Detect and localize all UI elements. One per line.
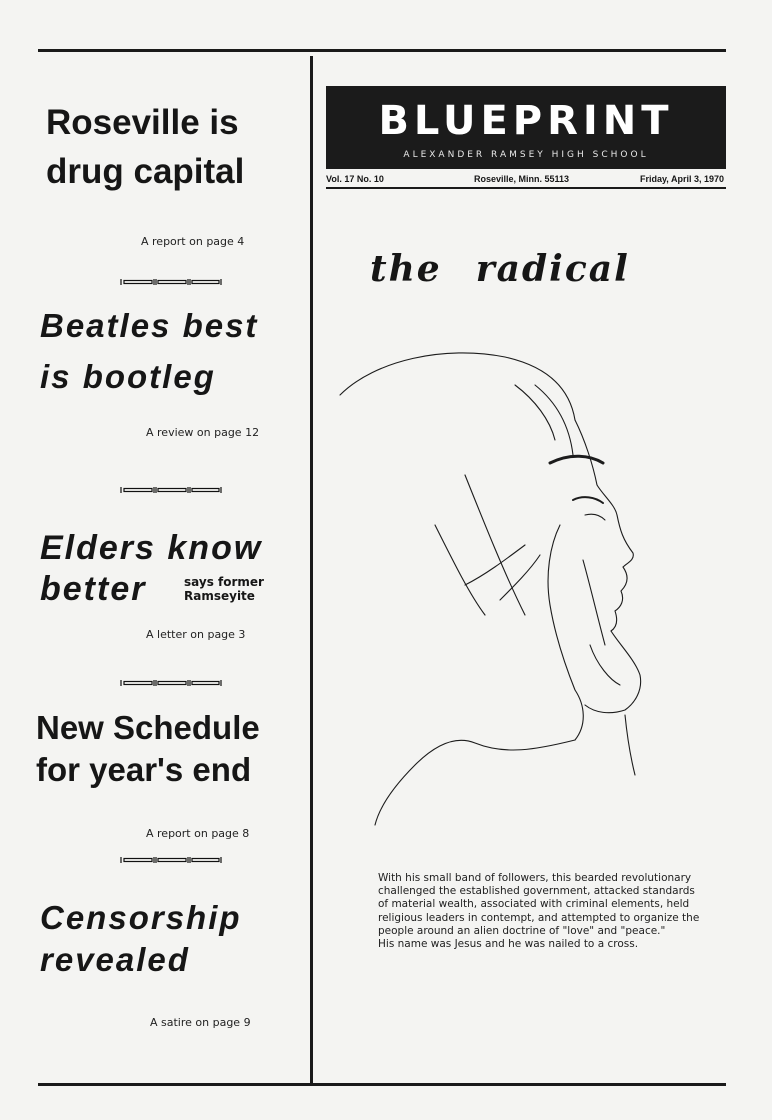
headline-4-ref: A report on page 8	[146, 827, 250, 840]
headline-4-line-2: for year's end	[36, 751, 252, 788]
headline-1-line-2: drug capital	[46, 152, 245, 191]
caption-line: people around an alien doctrine of "love" and "peace."	[378, 924, 666, 937]
ornament-divider-icon	[120, 279, 222, 285]
issue-date: Friday, April 3, 1970	[639, 174, 724, 184]
dateline	[326, 172, 726, 186]
feature-title	[370, 248, 630, 290]
feature-caption	[378, 872, 708, 951]
headline-5-line-1: Censorship	[40, 899, 242, 936]
masthead-subtitle: ALEXANDER RAMSEY HIGH SCHOOL	[403, 150, 649, 160]
caption-line: challenged the established government, attacked standards	[378, 885, 695, 898]
headline-5-line-2: revealed	[40, 941, 190, 978]
ornament-divider-icon	[120, 680, 222, 686]
volume-number: Vol. 17 No. 10	[326, 174, 384, 184]
masthead	[326, 86, 726, 169]
ornament-divider-icon	[120, 487, 222, 493]
headline-2-line-1: Beatles best	[40, 307, 259, 344]
caption-line: religious leaders in contempt, and attempted to organize the	[378, 911, 700, 924]
headline-3-line-1: Elders know	[40, 529, 263, 567]
bottom-rule	[38, 1083, 726, 1086]
feature-title-word-1: the	[370, 248, 442, 290]
headline-3-ref: A letter on page 3	[146, 628, 246, 641]
column-divider	[310, 56, 313, 1084]
headline-4-line-1: New Schedule	[36, 709, 260, 746]
headline-1-line-1: Roseville is	[46, 103, 239, 142]
headline-3-aside-1: says former	[184, 575, 264, 589]
headline-3-aside-2: Ramseyite	[184, 589, 255, 603]
masthead-title: BLUEPRINT	[378, 98, 674, 144]
bearded-man-sketch-icon	[335, 345, 665, 830]
headline-3-line-2: better	[40, 570, 147, 608]
headline-2-line-2: is bootleg	[40, 358, 216, 395]
headline-1-ref: A report on page 4	[141, 235, 245, 248]
headline-2-ref: A review on page 12	[146, 426, 260, 439]
caption-line: With his small band of followers, this bearded revolutionary	[378, 872, 692, 884]
caption-line: His name was Jesus and he was nailed to a cross.	[378, 938, 639, 951]
ornament-divider-icon	[120, 857, 222, 863]
dateline-rule	[326, 187, 726, 189]
feature-title-word-2: radical	[475, 248, 630, 290]
location: Roseville, Minn. 55113	[474, 174, 570, 184]
top-rule	[38, 49, 726, 52]
headline-5-ref: A satire on page 9	[150, 1016, 251, 1029]
caption-line: of material wealth, associated with criminal elements, held	[378, 898, 690, 911]
